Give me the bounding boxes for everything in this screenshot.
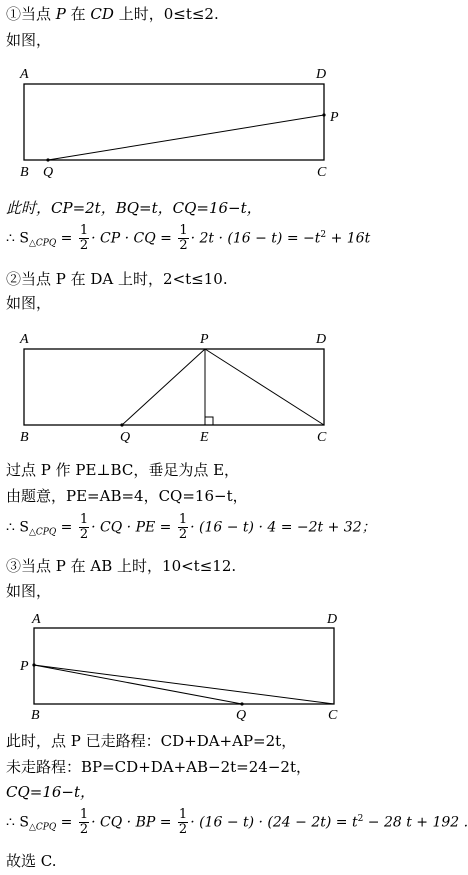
case3-figure	[0, 612, 415, 727]
case2-label-Q: Q	[120, 430, 131, 445]
case2-line2: 由题意，PE=AB=4，CQ=16−t，	[6, 487, 248, 505]
case2-label-C: C	[317, 430, 327, 445]
case3-asfig: 如图，	[6, 582, 52, 600]
case3-label-Q: Q	[236, 708, 247, 723]
case3-label-A: A	[32, 612, 41, 627]
case3-heading: ③当点 P 在 AB 上时，10<t≤12.	[6, 557, 237, 575]
conclusion: 故选 C.	[6, 852, 57, 870]
case2-segment-PQ	[122, 349, 205, 425]
case1-heading: ①当点 P 在 CD 上时，0≤t≤2.	[6, 5, 219, 23]
case1-point-P	[322, 113, 325, 116]
case2-right-angle	[205, 417, 213, 425]
case1-label-D: D	[316, 67, 327, 82]
case1-line1: 此时，CP=2t，BQ=t，CQ=16−t，	[6, 199, 262, 217]
case3-formula: ∴ $S_{\triangle CPQ}$ = $\frac{1}{2}$ · CQ · BP = $\frac{1}{2}$ · $(16 - t) \cdot (24 - 2t) = t^2 - 28$ t + 192 .	[6, 807, 468, 837]
case2-line1: 过点 P 作 PE⊥BC，垂足为点 E，	[6, 461, 240, 479]
case2-label-P: P	[200, 332, 209, 347]
case1-label-C: C	[317, 165, 327, 180]
case1-formula: ∴ $S_{\triangle CPQ}$ = $\frac{1}{2}$ · CP · CQ = $\frac{1}{2}$ · $2t \cdot (16 - t) = -t^2 + 16t$	[6, 223, 371, 253]
case1-label-Q: Q	[43, 165, 54, 180]
case3-segment-PQ	[34, 665, 242, 704]
case2-heading: ②当点 P 在 DA 上时，2<t≤10.	[6, 270, 228, 288]
case3-segment-PC	[34, 665, 334, 704]
case2-label-E: E	[200, 430, 209, 445]
case1-label-A: A	[20, 67, 29, 82]
case2-rectangle	[24, 349, 324, 425]
case1-label-P: P	[330, 110, 339, 125]
case3-label-D: D	[327, 612, 338, 627]
case2-point-Q	[120, 423, 123, 426]
case3-line1: 此时，点 P 已走路程：CD+DA+AP=2t，	[6, 732, 297, 750]
case2-figure	[0, 325, 415, 450]
case1-point-Q	[46, 158, 49, 161]
case2-segment-PC	[205, 349, 324, 425]
case2-formula: ∴ $S_{\triangle CPQ}$ = $\frac{1}{2}$ · CQ · PE = $\frac{1}{2}$ · (16 − t) · 4 = −2t + 32；	[6, 512, 376, 542]
case3-point-Q	[240, 702, 243, 705]
case3-label-B: B	[31, 708, 40, 723]
case2-label-B: B	[20, 430, 29, 445]
case1-segment-QP	[48, 115, 324, 160]
case1-figure	[0, 60, 415, 185]
case3-line3: CQ=16−t，	[6, 783, 96, 801]
case2-asfig: 如图，	[6, 294, 52, 312]
case3-point-P	[32, 663, 35, 666]
case3-rectangle	[34, 628, 334, 704]
case3-line2: 未走路程：BP=CD+DA+AB−2t=24−2t，	[6, 758, 311, 776]
case1-label-B: B	[20, 165, 29, 180]
case1-asfig: 如图，	[6, 31, 52, 49]
case3-label-P: P	[20, 659, 29, 674]
case3-label-C: C	[328, 708, 338, 723]
case2-label-A: A	[20, 332, 29, 347]
case2-label-D: D	[316, 332, 327, 347]
